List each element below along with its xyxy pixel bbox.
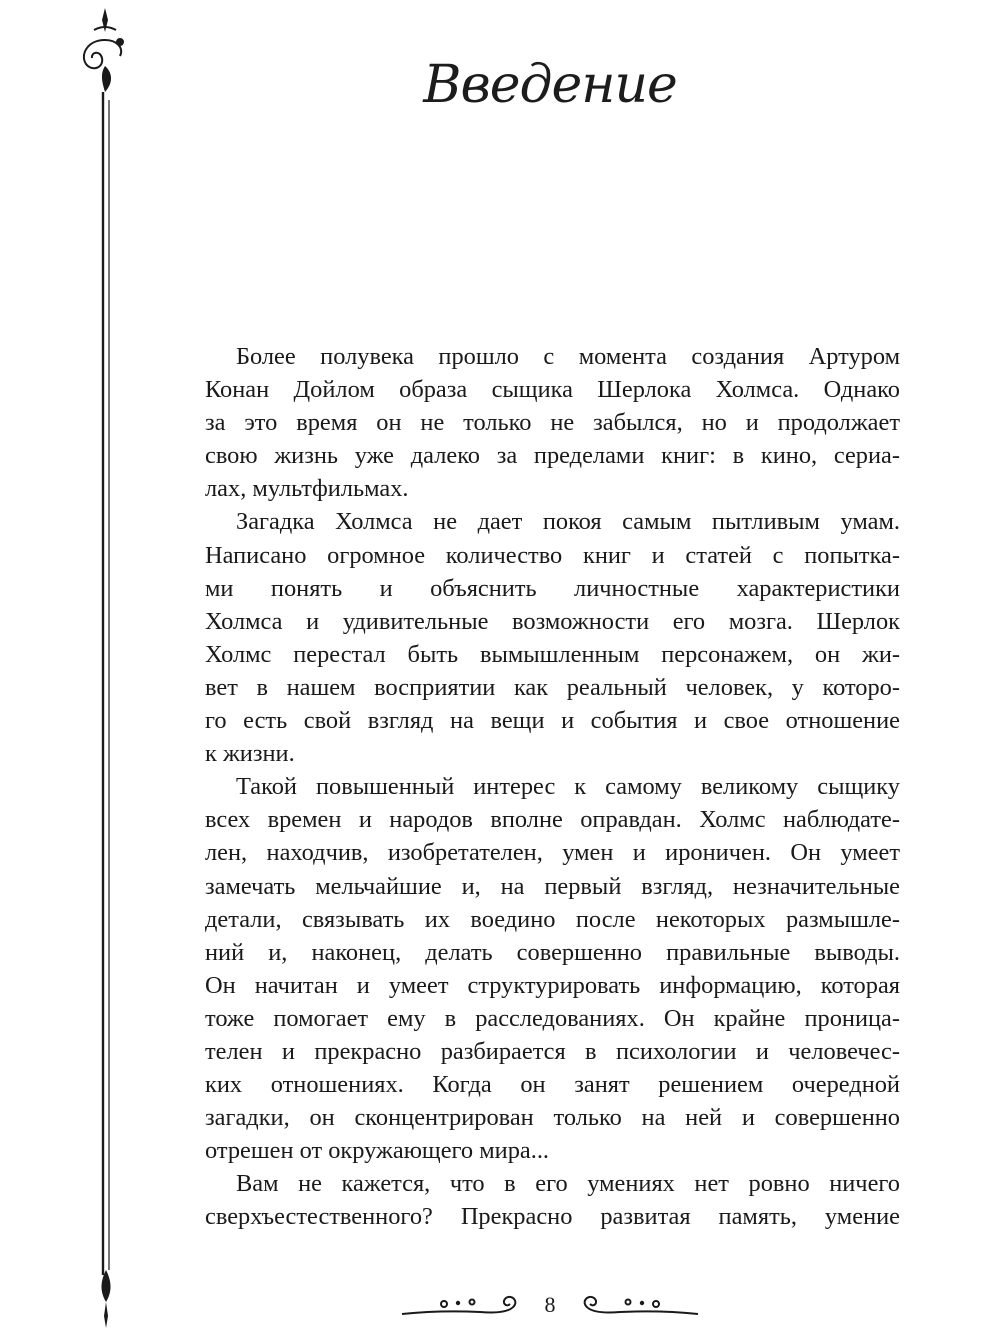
text-line: сверхъестественного? Прекрасно развитая память, умение bbox=[205, 1203, 900, 1231]
swirl-flourish-right-icon bbox=[572, 1290, 700, 1320]
paragraph bbox=[205, 340, 900, 505]
text-line: всех времен и народов вполне оправдан. Холмс наблюдате- bbox=[205, 806, 900, 834]
text-line: телен и прекрасно разбирается в психологии и человечес- bbox=[205, 1037, 900, 1065]
page-number: 8 bbox=[544, 1292, 556, 1317]
text-line: го есть свой взгляд на вещи и события и свое отношение bbox=[205, 707, 900, 735]
text-line: Конан Дойлом образа сыщика Шерлока Холмса. Однако bbox=[205, 376, 900, 404]
text-line: за это время он не только не забылся, но и продолжает bbox=[205, 409, 900, 437]
text-line: Холмс перестал быть вымышленным персонажем, он жи- bbox=[205, 640, 900, 668]
text-line: ний и, наконец, делать совершенно правильные выводы. bbox=[205, 938, 900, 966]
text-line: ми понять и объяснить личностные характеристики bbox=[205, 574, 900, 602]
text-line: лен, находчив, изобретателен, умен и ироничен. Он умеет bbox=[205, 839, 900, 867]
text-line: вет в нашем восприятии как реальный человек, у которо- bbox=[205, 673, 900, 701]
text-line: Такой повышенный интерес к самому великому сыщику bbox=[236, 773, 900, 801]
paragraph bbox=[205, 1167, 900, 1233]
paragraph bbox=[205, 770, 900, 1167]
text-line: детали, связывать их воедино после некоторых размышле- bbox=[205, 905, 900, 933]
text-line: отрешен от окружающего мира... bbox=[205, 1137, 550, 1165]
text-line: Загадка Холмса не дает покоя самым пытливым умам. bbox=[236, 508, 900, 536]
page-footer bbox=[400, 1290, 700, 1326]
text-line: ких отношениях. Когда он занят решением очередной bbox=[205, 1071, 900, 1099]
vertical-scroll-ornament-icon bbox=[72, 0, 142, 1333]
text-line: Холмса и удивительные возможности его мозга. Шерлок bbox=[205, 607, 900, 635]
text-line: тоже помогает ему в расследованиях. Он крайне проница- bbox=[205, 1004, 900, 1032]
text-line: Вам не кажется, что в его умениях нет ровно ничего bbox=[236, 1170, 900, 1198]
text-line: свою жизнь уже далеко за пределами книг: в кино, сериа- bbox=[205, 442, 900, 470]
text-line: к жизни. bbox=[205, 740, 295, 768]
text-line: Написано огромное количество книг и статей с попытка- bbox=[205, 541, 900, 569]
text-line: Более полувека прошло с момента создания Артуром bbox=[236, 343, 900, 370]
body-text bbox=[205, 340, 900, 1234]
page-title: Введение bbox=[423, 55, 677, 115]
text-line: загадки, он сконцентрирован только на ней и совершенно bbox=[205, 1104, 900, 1132]
text-line: замечать мельчайшие и, на первый взгляд, незначительные bbox=[205, 872, 900, 900]
text-line: Он начитан и умеет структурировать информацию, которая bbox=[205, 971, 900, 999]
text-line: лах, мультфильмах. bbox=[205, 475, 409, 503]
paragraph bbox=[205, 505, 900, 770]
